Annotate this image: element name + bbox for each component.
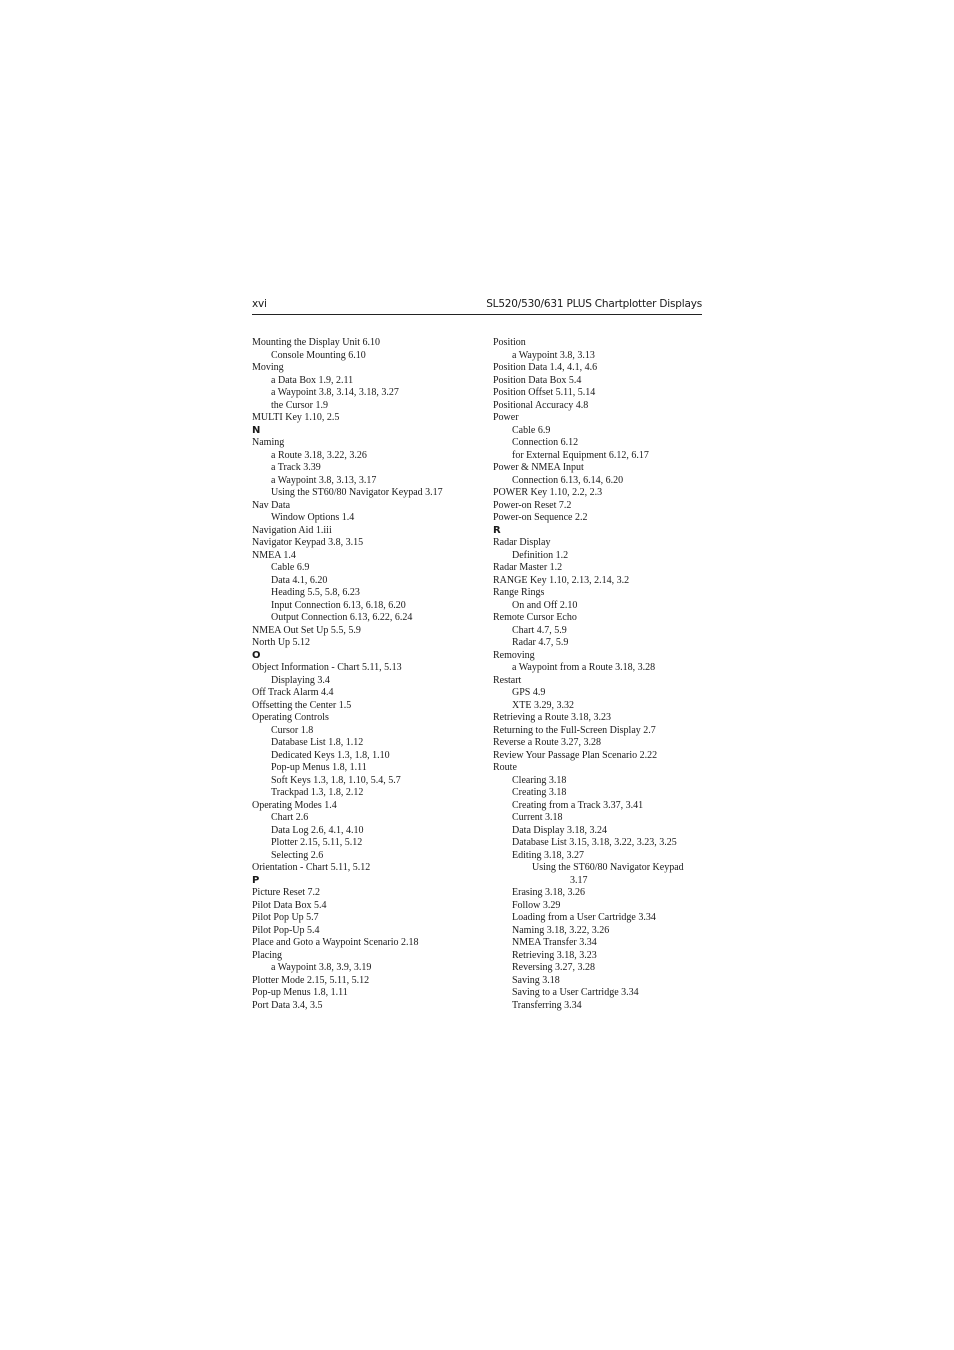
index-subentry: Cable 6.9	[271, 562, 310, 573]
index-subentry: Creating from a Track 3.37, 3.41	[512, 799, 644, 811]
index-subentry: Using the ST60/80 Navigator Keypad 3.17	[271, 487, 443, 498]
index-entry: Off Track Alarm 4.4	[252, 687, 334, 698]
index-entry: Power-on Sequence 2.2	[493, 512, 588, 523]
index-subentry: a Waypoint 3.8, 3.13, 3.17	[271, 474, 377, 486]
index-entry: Pilot Data Box 5.4	[252, 899, 327, 911]
index-subentry: Saving 3.18	[512, 974, 560, 986]
index-subentry: GPS 4.9	[512, 687, 546, 698]
index-entry: Radar Display	[493, 537, 551, 548]
index-subentry: for External Equipment 6.12, 6.17	[512, 449, 649, 461]
index-subentry: Output Connection 6.13, 6.22, 6.24	[271, 612, 413, 623]
index-entry: Retrieving a Route 3.18, 3.23	[493, 712, 612, 723]
index-subentry: XTE 3.29, 3.32	[512, 699, 574, 711]
index-subentry: a Waypoint 3.8, 3.14, 3.18, 3.27	[271, 387, 399, 398]
index-subentry: Trackpad 1.3, 1.8, 2.12	[271, 787, 364, 798]
index-entry: Pilot Pop Up 5.7	[252, 912, 319, 923]
index-entry: Placing	[252, 949, 282, 961]
index-letter-heading: R	[493, 524, 501, 536]
index-subentry: Cursor 1.8	[271, 724, 314, 736]
index-subentry: a Data Box 1.9, 2.11	[271, 374, 354, 386]
index-subentry: 3.17	[570, 874, 588, 886]
index-letter-heading: N	[252, 424, 261, 436]
index-subentry: Plotter 2.15, 5.11, 5.12	[271, 837, 363, 848]
index-subentry: Erasing 3.18, 3.26	[512, 887, 586, 898]
index-entry: Returning to the Full-Screen Display 2.7	[493, 724, 656, 736]
index-subentry: NMEA Transfer 3.34	[512, 937, 597, 948]
index-subentry: Window Options 1.4	[271, 512, 355, 523]
index-column-right	[493, 337, 703, 1012]
index-entry: Navigator Keypad 3.8, 3.15	[252, 537, 364, 548]
index-subentry: Loading from a User Cartridge 3.34	[512, 912, 656, 923]
index-subentry: Data 4.1, 6.20	[271, 574, 328, 586]
index-subentry: Selecting 2.6	[271, 849, 324, 861]
index-subentry: Reversing 3.27, 3.28	[512, 962, 596, 973]
index-subentry: Displaying 3.4	[271, 674, 330, 686]
index-subentry: Soft Keys 1.3, 1.8, 1.10, 5.4, 5.7	[271, 774, 401, 786]
index-subentry: a Route 3.18, 3.22, 3.26	[271, 449, 367, 461]
index-subentry: a Waypoint 3.8, 3.13	[512, 349, 595, 361]
index-subentry: On and Off 2.10	[512, 599, 578, 611]
index-entry: Operating Controls	[252, 712, 329, 723]
index-letter-heading: O	[252, 649, 261, 661]
index-subentry: Cable 6.9	[512, 424, 551, 436]
index-entry: Naming	[252, 437, 285, 448]
index-entry: Route	[493, 762, 517, 773]
index-entry: Picture Reset 7.2	[252, 887, 321, 898]
index-entry: NMEA 1.4	[252, 549, 296, 561]
index-subentry: Console Mounting 6.10	[271, 349, 366, 361]
index-subentry: Dedicated Keys 1.3, 1.8, 1.10	[271, 749, 390, 761]
index-entry: Object Information - Chart 5.11, 5.13	[252, 662, 402, 673]
index-entry: Offsetting the Center 1.5	[252, 699, 352, 711]
index-subentry: Chart 2.6	[271, 812, 309, 823]
index-entry: Navigation Aid 1.iii	[252, 524, 332, 536]
index-subentry: Radar 4.7, 5.9	[512, 637, 569, 648]
index-subentry: Connection 6.12	[512, 437, 579, 448]
index-subentry: Creating 3.18	[512, 787, 567, 798]
index-entry: POWER Key 1.10, 2.2, 2.3	[493, 487, 603, 498]
index-entry: Place and Goto a Waypoint Scenario 2.18	[252, 937, 419, 948]
index-letter-heading: P	[252, 874, 260, 886]
index-entry: Moving	[252, 362, 284, 373]
index-subentry: Retrieving 3.18, 3.23	[512, 949, 597, 961]
index-entry: RANGE Key 1.10, 2.13, 2.14, 3.2	[493, 574, 630, 586]
index-subentry: Definition 1.2	[512, 549, 569, 561]
index-subentry: Connection 6.13, 6.14, 6.20	[512, 474, 624, 486]
index-entry: Nav Data	[252, 499, 291, 511]
index-entry: Mounting the Display Unit 6.10	[252, 337, 381, 348]
index-subentry: Naming 3.18, 3.22, 3.26	[512, 924, 610, 936]
index-entry: Radar Master 1.2	[493, 562, 563, 573]
index-entry: Power & NMEA Input	[493, 462, 584, 473]
index-subentry: a Waypoint 3.8, 3.9, 3.19	[271, 962, 372, 973]
index-subentry: Input Connection 6.13, 6.18, 6.20	[271, 599, 406, 611]
index-entry: Restart	[493, 674, 522, 686]
index-entry: Review Your Passage Plan Scenario 2.22	[493, 749, 658, 761]
index-subentry: the Cursor 1.9	[271, 399, 328, 411]
index-subentry: Clearing 3.18	[512, 774, 567, 786]
index-subentry: Current 3.18	[512, 812, 563, 823]
index-entry: Range Rings	[493, 587, 545, 598]
index-entry: Positional Accuracy 4.8	[493, 399, 589, 411]
index-subentry: Data Log 2.6, 4.1, 4.10	[271, 824, 364, 836]
index-entry: Operating Modes 1.4	[252, 799, 337, 811]
page-number: xvi	[252, 298, 267, 310]
index-entry: Port Data 3.4, 3.5	[252, 999, 323, 1011]
index-subentry: a Waypoint from a Route 3.18, 3.28	[512, 662, 656, 673]
index-entry: Position Data Box 5.4	[493, 374, 582, 386]
index-entry: Power	[493, 412, 519, 423]
index-entry: Position	[493, 337, 526, 348]
index-entry: Reverse a Route 3.27, 3.28	[493, 737, 602, 748]
index-subentry: Database List 1.8, 1.12	[271, 737, 364, 748]
index-entry: Orientation - Chart 5.11, 5.12	[252, 862, 371, 873]
index-subentry: Database List 3.15, 3.18, 3.22, 3.23, 3.25	[512, 837, 677, 848]
index-subentry: Heading 5.5, 5.8, 6.23	[271, 587, 360, 598]
index-column-left	[252, 337, 477, 1012]
index-entry: Position Offset 5.11, 5.14	[493, 387, 596, 398]
index-entry: Power-on Reset 7.2	[493, 499, 572, 511]
index-entry: NMEA Out Set Up 5.5, 5.9	[252, 624, 361, 636]
index-entry: Remote Cursor Echo	[493, 612, 577, 623]
index-subentry: Chart 4.7, 5.9	[512, 624, 567, 636]
index-entry: MULTI Key 1.10, 2.5	[252, 412, 340, 423]
document-title: SL520/530/631 PLUS Chartplotter Displays	[486, 298, 702, 310]
index-entry: North Up 5.12	[252, 637, 311, 648]
index-subentry: Using the ST60/80 Navigator Keypad	[532, 862, 684, 873]
page-header	[252, 296, 702, 315]
index-entry: Pilot Pop-Up 5.4	[252, 924, 320, 936]
index-subentry: Pop-up Menus 1.8, 1.11	[271, 762, 367, 773]
index-subentry: Transferring 3.34	[512, 999, 582, 1011]
index-entry: Removing	[493, 649, 535, 661]
index-entry: Position Data 1.4, 4.1, 4.6	[493, 362, 598, 373]
index-entry: Plotter Mode 2.15, 5.11, 5.12	[252, 974, 370, 986]
index-entry: Pop-up Menus 1.8, 1.11	[252, 987, 348, 998]
index-subentry: Saving to a User Cartridge 3.34	[512, 987, 639, 998]
index-subentry: Follow 3.29	[512, 899, 561, 911]
index-subentry: Editing 3.18, 3.27	[512, 849, 584, 861]
index-subentry: Data Display 3.18, 3.24	[512, 824, 607, 836]
index-subentry: a Track 3.39	[271, 462, 321, 473]
